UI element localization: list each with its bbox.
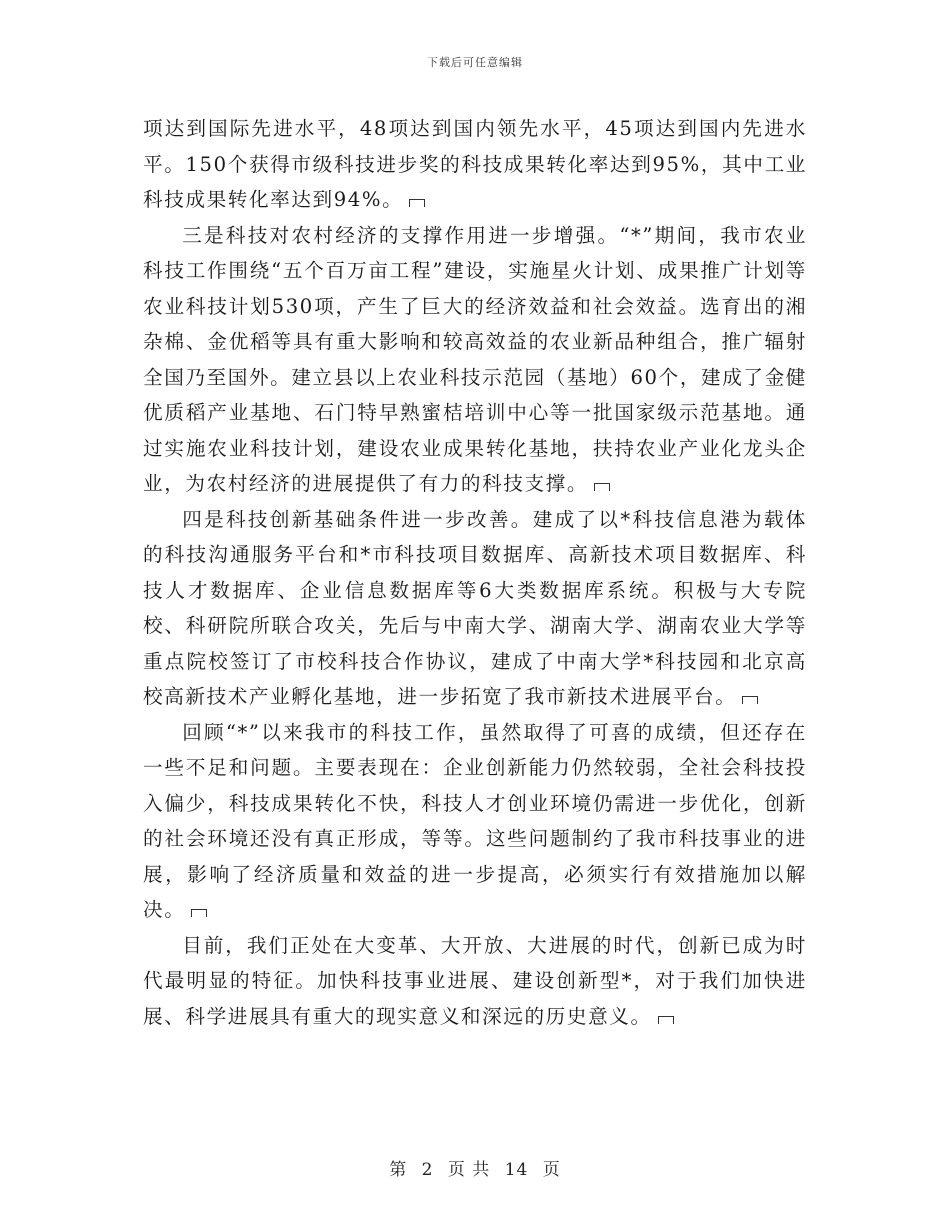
paragraph-3 [143,502,807,715]
paragraph-2-text: 三是科技对农村经济的支撑作用进一步增强。“*”期间，我市农业科技工作围绕“五个百万亩工程”建设，实施星火计划、成果推广计划等农业科技计划530项，产生了巨大的经济效益和社会效益。选育出的湘杂棉、金优稻等具有重大影响和较高效益的农业新品种组合，推广辐射全国乃至国外。建立县以上农业科技示范园（基地）60个，建成了金健优质稻产业基地、石门特早熟蜜桔培训中心等一批国家级示范基地。通过实施农业科技计划，建设农业成果转化基地，扶持农业产业化龙头企业，为农村经济的进展提供了有力的科技支撑。 [143,223,807,495]
document-body [143,111,807,1034]
footer-current-page: 2 [421,1160,434,1180]
paragraph-mark-icon [742,696,758,704]
paragraph-mark-icon [191,909,207,917]
page-header: 下载后可任意编辑 [427,56,523,69]
paragraph-mark-icon [594,483,610,491]
paragraph-2 [143,218,807,502]
footer-total-pages: 14 [504,1160,529,1180]
footer-middle: 页 共 [447,1160,491,1180]
paragraph-5 [143,928,807,1035]
page-footer [0,1155,950,1180]
paragraph-4-text: 回顾“*”以来我市的科技工作，虽然取得了可喜的成绩，但还存在一些不足和问题。主要表现在：企业创新能力仍然较弱，全社会科技投入偏少，科技成果转化不快，科技人才创业环境仍需进一步优化，创新的社会环境还没有真正形成，等等。这些问题制约了我市科技事业的进展，影响了经济质量和效益的进一步提高，必须实行有效措施加以解决。 [143,720,807,921]
paragraph-1-text: 项达到国际先进水平，48项达到国内领先水平，45项达到国内先进水平。150个获得市级科技进步奖的科技成果转化率达到95%，其中工业科技成果转化率达到94%。 [143,117,807,211]
paragraph-mark-icon [658,1016,674,1024]
paragraph-4 [143,715,807,928]
paragraph-1 [143,111,807,218]
paragraph-3-text: 四是科技创新基础条件进一步改善。建成了以*科技信息港为载体的科技沟通服务平台和*市科技项目数据库、高新技术项目数据库、科技人才数据库、企业信息数据库等6大类数据库系统。积极与大专院校、科研院所联合攻关，先后与中南大学、湖南大学、湖南农业大学等重点院校签订了市校科技合作协议，建成了中南大学*科技园和北京高校高新技术产业孵化基地，进一步拓宽了我市新技术进展平台。 [143,507,807,708]
footer-prefix: 第 [389,1160,408,1180]
paragraph-mark-icon [409,199,425,207]
paragraph-5-text: 目前，我们正处在大变革、大开放、大进展的时代，创新已成为时代最明显的特征。加快科技事业进展、建设创新型*，对于我们加快进展、科学进展具有重大的现实意义和深远的历史意义。 [143,933,807,1028]
footer-suffix: 页 [542,1160,561,1180]
